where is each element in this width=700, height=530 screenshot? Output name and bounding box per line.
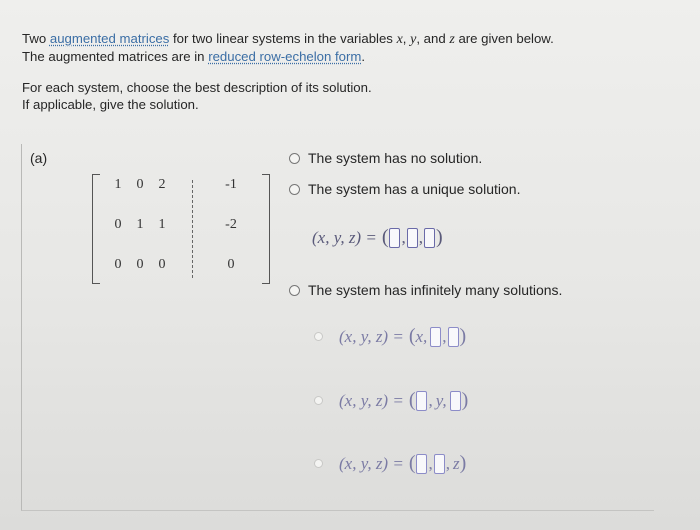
matrix-rhs: -2: [225, 217, 237, 232]
option-infinite-solutions[interactable]: [289, 282, 562, 298]
matrix-cell: 0: [114, 257, 122, 272]
right-bracket: [262, 174, 270, 284]
paren: (: [408, 389, 416, 411]
infinite-option-1[interactable]: [314, 325, 466, 348]
eq-param: y,: [435, 390, 447, 410]
part-a-panel: [21, 144, 654, 511]
option-label: The system has no solution.: [308, 150, 483, 166]
paren: ): [459, 325, 467, 347]
matrix-cell: 1: [136, 217, 144, 232]
var-x: x: [396, 32, 403, 47]
comma: ,: [401, 227, 406, 247]
comma: ,: [442, 326, 447, 346]
matrix-cell: 0: [158, 257, 166, 272]
inf2-x-input[interactable]: [416, 391, 427, 411]
infinite-option-3[interactable]: [314, 452, 466, 475]
comma: ,: [445, 453, 450, 473]
paren: (: [408, 325, 416, 347]
eq-param: z: [452, 453, 460, 473]
comma: ,: [428, 390, 433, 410]
option-no-solution[interactable]: [289, 150, 482, 166]
unique-x-input[interactable]: [389, 228, 400, 248]
matrix-cell: 0: [136, 177, 144, 192]
paren: (: [381, 226, 389, 248]
paren: ): [461, 389, 469, 411]
radio-no-solution[interactable]: [289, 153, 300, 164]
paren: ): [435, 226, 443, 248]
radio-infinite-sub-2[interactable]: [314, 396, 323, 405]
radio-infinite-sub-1[interactable]: [314, 332, 323, 341]
var-z: z: [449, 32, 455, 47]
comma: ,: [418, 227, 423, 247]
inf1-y-input[interactable]: [430, 327, 441, 347]
eq-lhs: (x, y, z) =: [312, 227, 377, 247]
option-unique-solution[interactable]: [289, 181, 520, 197]
intro-text: The augmented matrices are in: [22, 49, 209, 64]
intro-line-3: For each system, choose the best description of its solution.: [22, 80, 372, 95]
intro-text: ,: [402, 31, 411, 46]
intro-line-4: If applicable, give the solution.: [22, 97, 199, 112]
augment-divider: [192, 180, 193, 278]
augmented-matrix: [88, 172, 274, 286]
intro-text: , and: [416, 31, 450, 46]
paren: (: [408, 452, 416, 474]
matrix-cell: 0: [136, 257, 144, 272]
radio-unique-solution[interactable]: [289, 184, 300, 195]
matrix-rhs: -1: [225, 177, 237, 192]
option-label: The system has infinitely many solutions.: [308, 282, 563, 298]
unique-y-input[interactable]: [407, 228, 418, 248]
intro-text: are given below.: [454, 31, 554, 46]
left-bracket: [92, 174, 100, 284]
inf2-z-input[interactable]: [450, 391, 461, 411]
rref-link[interactable]: reduced row-echelon form: [208, 49, 362, 64]
augmented-matrices-link[interactable]: augmented matrices: [49, 31, 170, 46]
inf3-y-input[interactable]: [434, 454, 445, 474]
comma: ,: [428, 453, 433, 473]
paren: ): [459, 452, 467, 474]
intro-line-1: [22, 30, 554, 48]
instructions: [22, 30, 554, 113]
var-y: y: [410, 32, 417, 47]
matrix-rhs: 0: [227, 257, 235, 272]
matrix-cell: 2: [158, 177, 166, 192]
inf1-z-input[interactable]: [448, 327, 459, 347]
intro-text: Two: [22, 31, 50, 46]
eq-lhs: (x, y, z) =: [339, 326, 404, 346]
unique-z-input[interactable]: [424, 228, 435, 248]
matrix-cell: 0: [114, 217, 122, 232]
intro-text: .: [361, 49, 366, 64]
intro-text: for two linear systems in the variables: [169, 31, 397, 46]
unique-solution-equation: [312, 226, 443, 249]
inf3-x-input[interactable]: [416, 454, 427, 474]
part-label: (a): [30, 150, 48, 166]
radio-infinite-sub-3[interactable]: [314, 459, 323, 468]
eq-lhs: (x, y, z) =: [339, 453, 404, 473]
matrix-cell: 1: [158, 217, 166, 232]
eq-lhs: (x, y, z) =: [339, 390, 404, 410]
option-label: The system has a unique solution.: [308, 181, 521, 197]
radio-infinite-solutions[interactable]: [289, 285, 300, 296]
infinite-option-2[interactable]: [314, 389, 468, 412]
matrix-cell: 1: [114, 177, 122, 192]
eq-param: x,: [415, 326, 428, 346]
intro-line-2: [22, 48, 554, 65]
